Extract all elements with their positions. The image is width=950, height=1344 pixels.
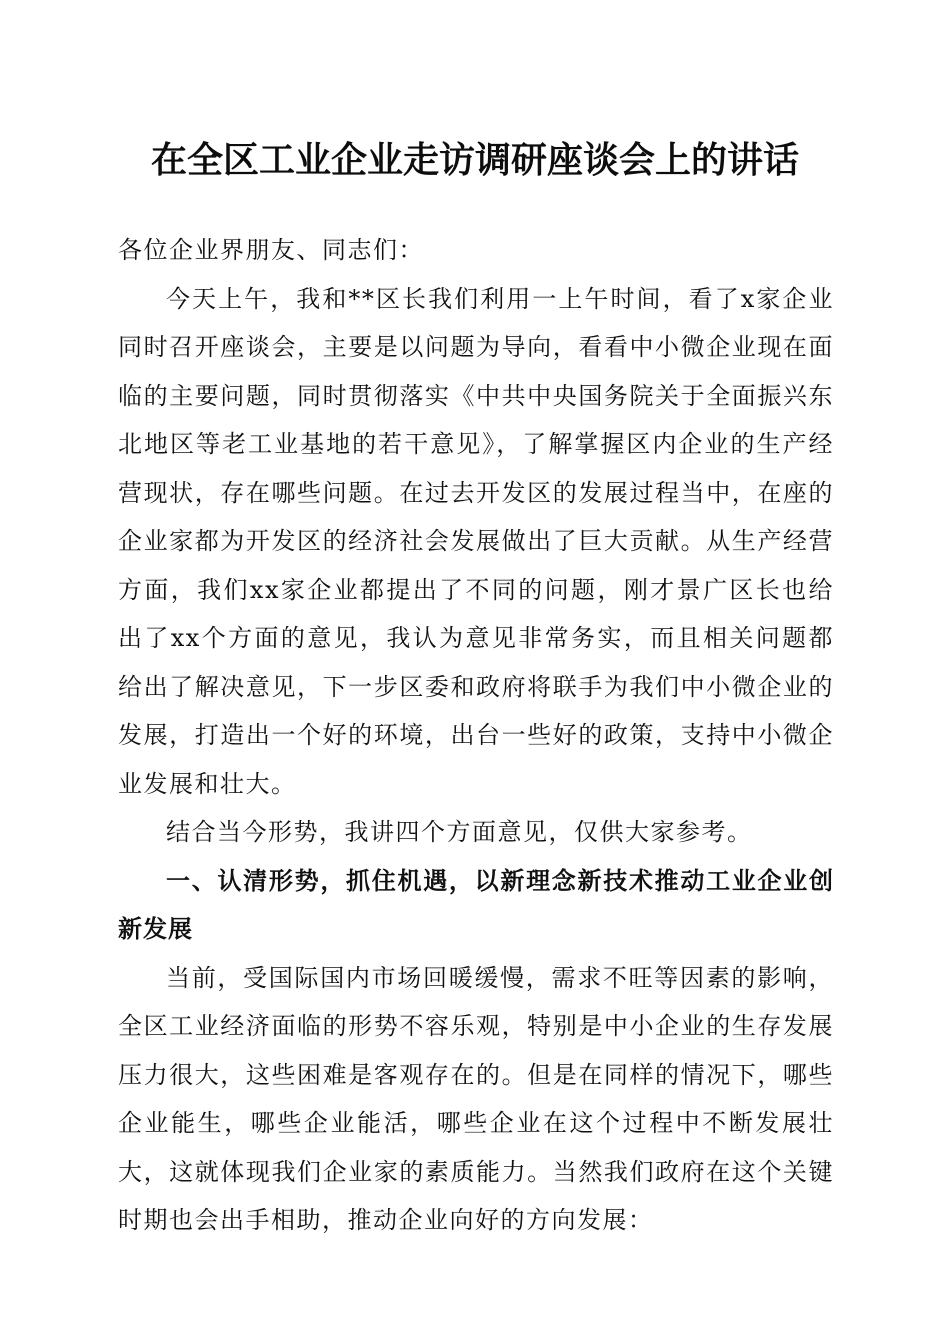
document-body [118,226,834,1245]
document-title: 在全区工业企业走访调研座谈会上的讲话 [150,139,799,181]
section-heading-1: 一、认清形势，抓住机遇，以新理念新技术推动工业企业创新发展 [118,866,834,943]
paragraph-intro: 今天上午，我和**区长我们利用一上午时间，看了x家企业同时召开座谈会，主要是以问题为导向，看看中小微企业现在面临的主要问题，同时贯彻落实《中共中央国务院关于全面振兴东北地区等老工业基地的若干意见》，了解掌握区内企业的生产经营现状，存在哪些问题。在过去开发区的发展过程当中，在座的企业家都为开发区的经济社会发展做出了巨大贡献。从生产经营方面，我们xx家企业都提出了不同的问题，刚才景广区长也给出了xx个方面的意见，我认为意见非常务实，而且相关问题都给出了解决意见，下一步区委和政府将联手为我们中小微企业的发展，打造出一个好的环境，出台一些好的政策，支持中小微企业发展和壮大。 [118,284,834,798]
paragraph-outline: 结合当今形势，我讲四个方面意见，仅供大家参考。 [166,818,753,846]
section-1-paragraph: 当前，受国际国内市场回暖缓慢，需求不旺等因素的影响，全区工业经济面临的形势不容乐观，特别是中小企业的生存发展压力很大，这些困难是客观存在的。但是在同样的情况下，哪些企业能生，哪些企业能活，哪些企业在这个过程中不断发展壮大，这就体现我们企业家的素质能力。当然我们政府在这个关键时期也会出手相助，推动企业向好的方向发展： [118,963,834,1234]
salutation: 各位企业界朋友、同志们： [118,236,424,264]
